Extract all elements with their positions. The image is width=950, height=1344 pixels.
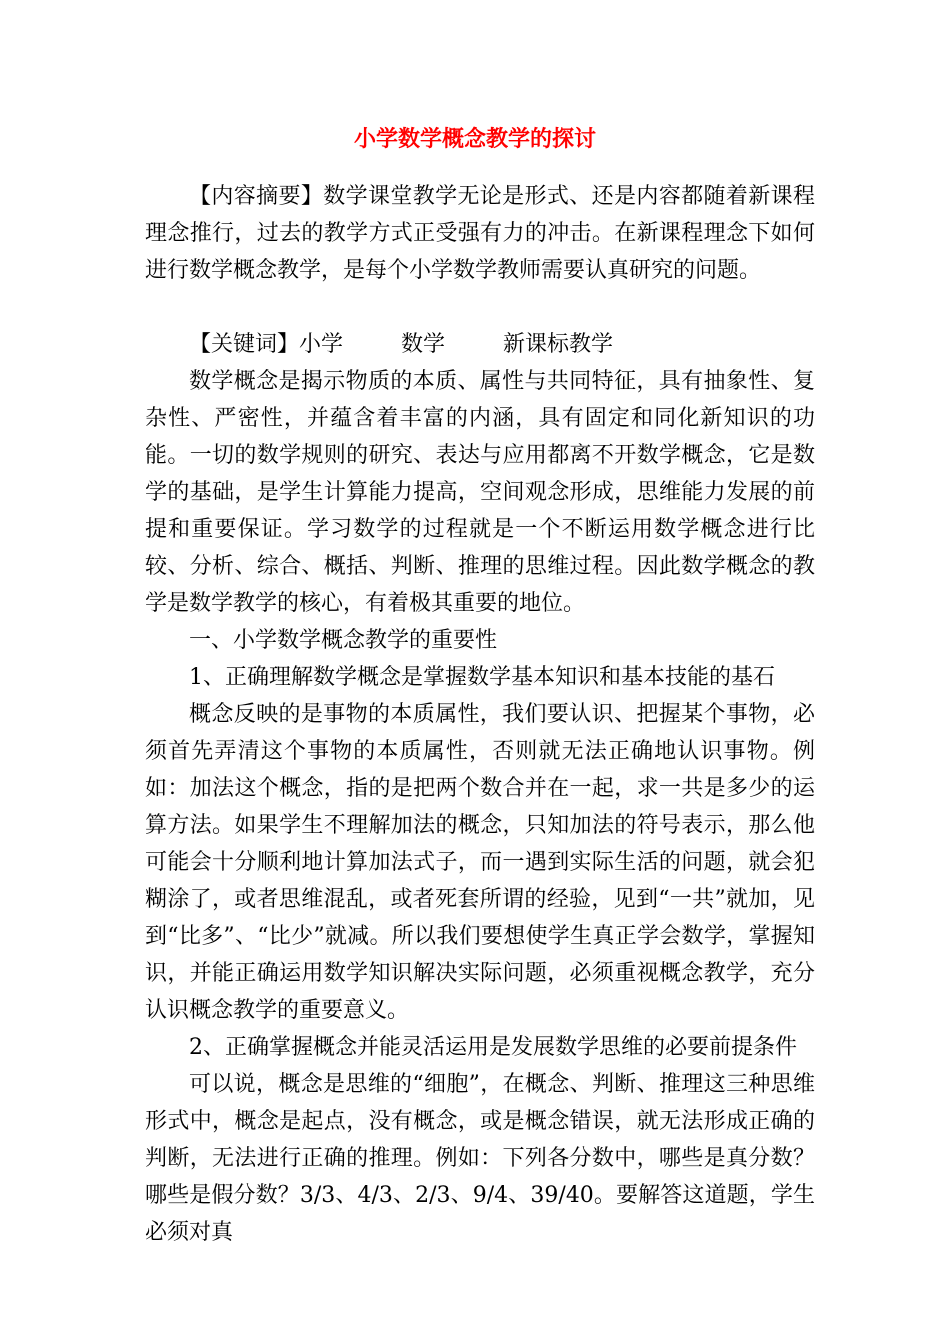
keyword: 新课标教学: [503, 332, 614, 357]
body-paragraph: 可以说，概念是思维的“细胞”，在概念、判断、推理这三种思维形式中，概念是起点，没有概念，或是概念错误，就无法形成正确的判断，无法进行正确的推理。例如：下列各分数中，哪些是真分数？哪些是假分数？3/3、4/3、2/3、9/4、39/40。要解答这道题，学生必须对真: [145, 1072, 815, 1245]
keyword: 数学: [401, 332, 446, 357]
keywords-label: 【关键词】: [189, 332, 300, 357]
keywords-line: [145, 326, 815, 363]
document-title: 小学数学概念教学的探讨: [353, 126, 596, 152]
keyword: 小学: [299, 332, 344, 357]
body-paragraph: 数学概念是揭示物质的本质、属性与共同特征，具有抽象性、复杂性、严密性，并蕴含着丰富的内涵，具有固定和同化新知识的功能。一切的数学规则的研究、表达与应用都离不开数学概念，它是数学的基础，是学生计算能力提高，空间观念形成，思维能力发展的前提和重要保证。学习数学的过程就是一个不断运用数学概念进行比较、分析、综合、概括、判断、推理的思维过程。因此数学概念的教学是数学教学的核心，有着极其重要的地位。: [145, 369, 815, 616]
abstract-paragraph: 【内容摘要】数学课堂教学无论是形式、还是内容都随着新课程理念推行，过去的教学方式正受强有力的冲击。在新课程理念下如何进行数学概念教学，是每个小学数学教师需要认真研究的问题。: [145, 184, 815, 283]
section-heading: 一、小学数学概念教学的重要性: [189, 628, 498, 653]
body-section: [145, 326, 815, 1251]
body-paragraph: 概念反映的是事物的本质属性，我们要认识、把握某个事物，必须首先弄清这个事物的本质属性，否则就无法正确地认识事物。例如：加法这个概念，指的是把两个数合并在一起，求一共是多少的运算方法。如果学生不理解加法的概念，只知加法的符号表示，那么他可能会十分顺利地计算加法式子，而一遇到实际生活的问题，就会犯糊涂了，或者思维混乱，或者死套所谓的经验，见到“一共”就加，见到“比多”、“比少”就减。所以我们要想使学生真正学会数学，掌握知识，并能正确运用数学知识解决实际问题，必须重视概念教学，充分认识概念教学的重要意义。: [145, 702, 815, 1023]
subsection-heading: 2、正确掌握概念并能灵活运用是发展数学思维的必要前提条件: [189, 1035, 797, 1060]
abstract-section: [145, 178, 815, 289]
subsection-heading: 1、正确理解数学概念是掌握数学基本知识和基本技能的基石: [189, 665, 775, 690]
